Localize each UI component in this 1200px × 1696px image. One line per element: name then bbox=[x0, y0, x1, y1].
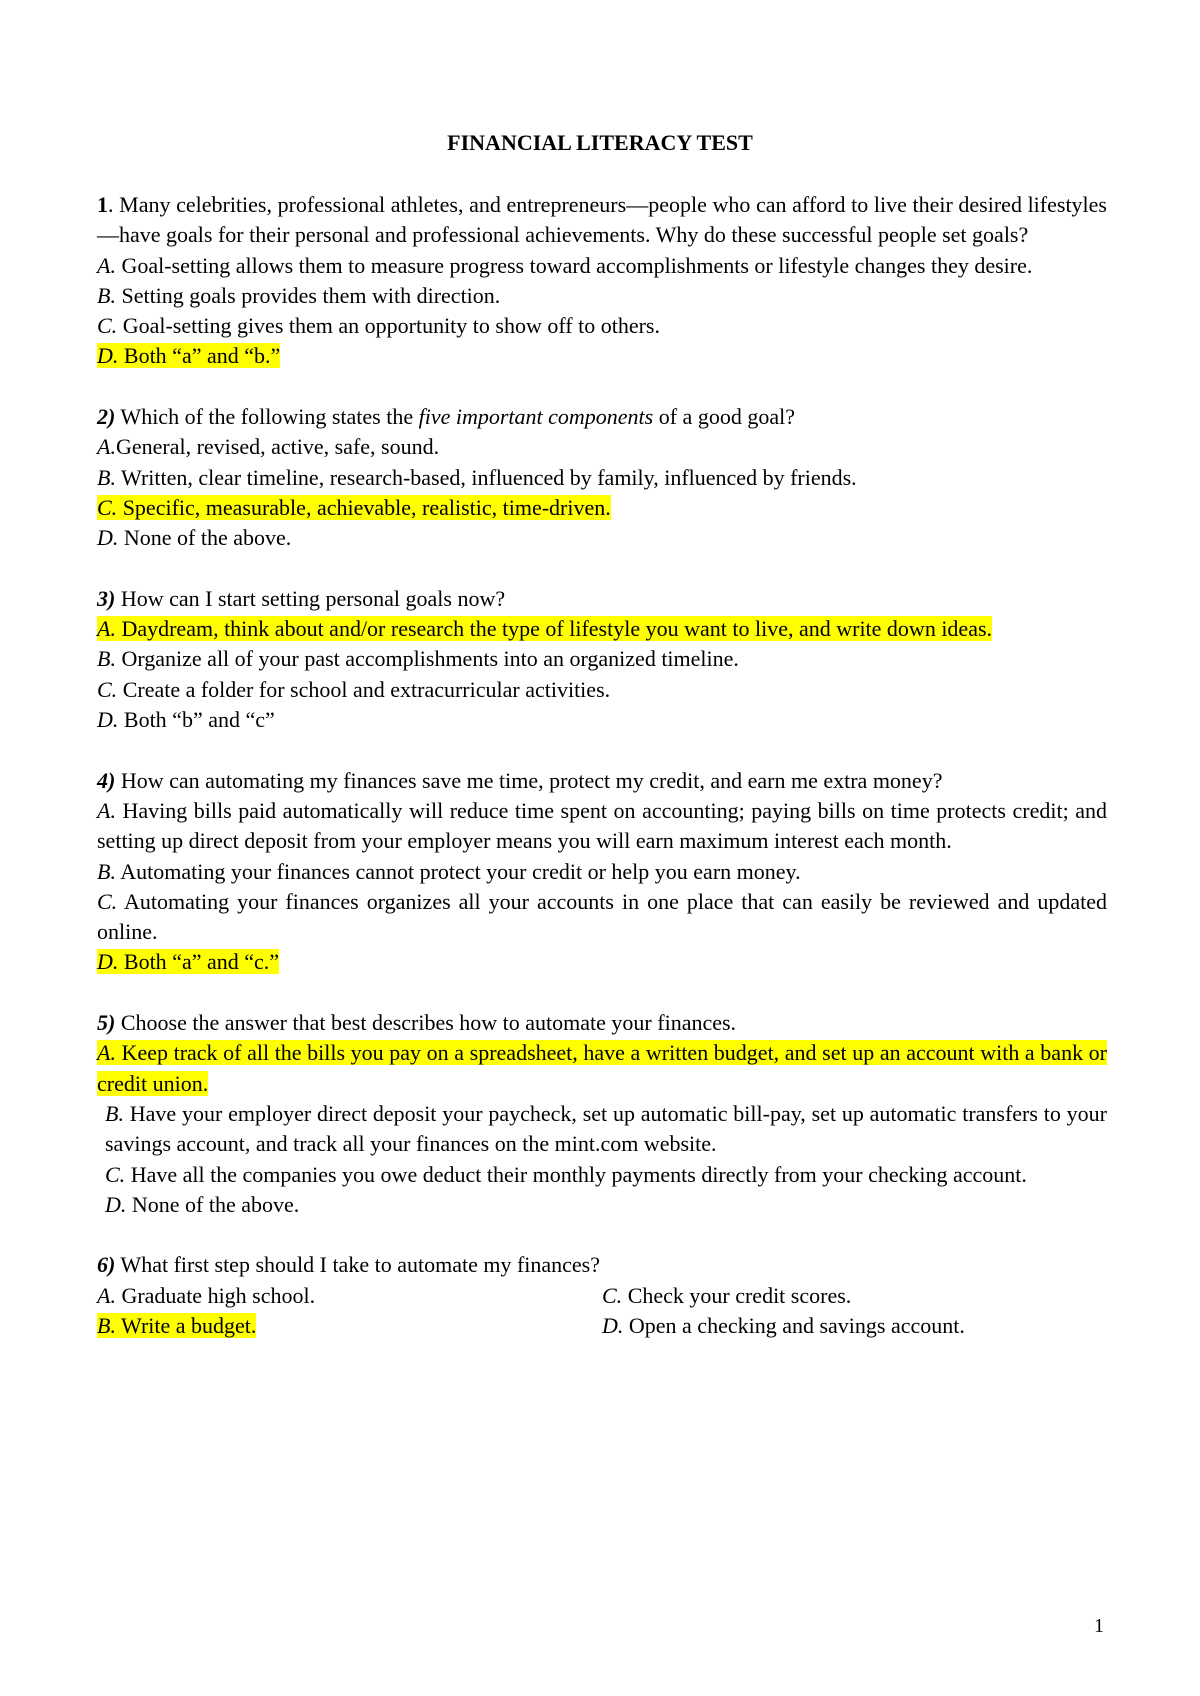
option-text: Create a folder for school and extracurricular activities. bbox=[117, 676, 611, 702]
option-text: None of the above. bbox=[126, 1191, 300, 1217]
question-list bbox=[97, 190, 1107, 1372]
option-text: Automating your finances organizes all your accounts in one place that can easily be reviewed and updated online. bbox=[97, 888, 1107, 945]
question-5-option-b bbox=[97, 1099, 1107, 1160]
question-4 bbox=[97, 766, 1107, 978]
option-text: Goal-setting gives them an opportunity to show off to others. bbox=[117, 313, 660, 339]
option-text: Write a budget. bbox=[115, 1312, 257, 1338]
question-3-text: How can I start setting personal goals now? bbox=[115, 585, 506, 611]
option-letter: D. bbox=[97, 525, 119, 551]
option-letter: B. bbox=[105, 1100, 124, 1126]
question-6-stem bbox=[97, 1250, 1107, 1280]
option-letter: B. bbox=[97, 1312, 116, 1338]
option-text: General, revised, active, safe, sound. bbox=[115, 434, 440, 460]
option-letter: A. bbox=[97, 1282, 116, 1308]
question-3-option-b bbox=[97, 644, 1107, 674]
question-3-option-d bbox=[97, 705, 1107, 735]
question-4-number: 4) bbox=[97, 767, 116, 793]
option-letter: D. bbox=[105, 1191, 127, 1217]
question-2-option-a bbox=[97, 432, 1107, 462]
question-5-text: Choose the answer that best describes how to automate your finances. bbox=[115, 1010, 737, 1036]
option-letter: D. bbox=[97, 343, 119, 369]
question-1-text: . Many celebrities, professional athletes, and entrepreneurs—people who can afford to live their desired lifestyles—have goals for their personal and professional achievements. Why do these successful people set goals? bbox=[97, 192, 1107, 248]
question-6-option-a bbox=[97, 1281, 602, 1311]
highlighted-answer bbox=[97, 1313, 256, 1338]
option-text: None of the above. bbox=[118, 525, 292, 551]
option-text: Daydream, think about and/or research the type of lifestyle you want to live, and write down ideas. bbox=[115, 616, 993, 642]
question-1-option-d bbox=[97, 341, 1107, 371]
question-6-options-row-2 bbox=[97, 1311, 1107, 1341]
question-2 bbox=[97, 402, 1107, 553]
option-text: Have all the companies you owe deduct their monthly payments directly from your checking account. bbox=[125, 1161, 1027, 1187]
highlighted-answer bbox=[97, 1040, 1107, 1095]
option-letter: A. bbox=[97, 616, 116, 642]
option-text: Graduate high school. bbox=[115, 1282, 316, 1308]
option-letter: B. bbox=[97, 282, 116, 308]
question-2-text-before: Which of the following states the bbox=[115, 404, 419, 430]
question-4-stem bbox=[97, 766, 1107, 796]
option-letter: A. bbox=[97, 434, 116, 460]
question-1-stem bbox=[97, 190, 1107, 251]
option-letter: D. bbox=[602, 1312, 624, 1338]
question-2-stem bbox=[97, 402, 1107, 432]
option-letter: C. bbox=[97, 494, 118, 520]
question-5 bbox=[97, 1008, 1107, 1220]
option-text: Goal-setting allows them to measure progress toward accomplishments or lifestyle changes they desire. bbox=[115, 252, 1033, 278]
question-4-option-d bbox=[97, 947, 1107, 977]
question-4-option-b bbox=[97, 857, 1107, 887]
question-1 bbox=[97, 190, 1107, 372]
question-5-option-c bbox=[97, 1160, 1107, 1190]
page-number: 1 bbox=[1094, 1615, 1104, 1637]
question-6-options-row-1 bbox=[97, 1281, 1107, 1311]
question-3-stem bbox=[97, 584, 1107, 614]
option-letter: C. bbox=[97, 888, 118, 914]
question-6-option-b bbox=[97, 1311, 602, 1341]
option-text: Both “a” and “c.” bbox=[118, 949, 280, 975]
highlighted-answer bbox=[97, 949, 279, 974]
question-1-number: 1 bbox=[97, 192, 108, 217]
option-letter: C. bbox=[97, 313, 118, 339]
question-5-option-a bbox=[97, 1038, 1107, 1099]
option-text: Have your employer direct deposit your paycheck, set up automatic bill-pay, set up automatic transfers to your savings account, and track all your finances on the mint.com website. bbox=[105, 1100, 1107, 1157]
question-2-option-c bbox=[97, 493, 1107, 523]
question-3-number: 3) bbox=[97, 585, 116, 611]
option-letter: A. bbox=[97, 1040, 116, 1066]
question-5-option-d bbox=[97, 1190, 1107, 1220]
option-letter: A. bbox=[97, 252, 116, 278]
option-text: Check your credit scores. bbox=[622, 1282, 852, 1308]
question-6 bbox=[97, 1250, 1107, 1341]
option-text: Keep track of all the bills you pay on a spreadsheet, have a written budget, and set up an account with a bank or credit union. bbox=[97, 1040, 1107, 1096]
highlighted-answer bbox=[97, 343, 280, 368]
option-letter: C. bbox=[602, 1282, 623, 1308]
option-text: Both “b” and “c” bbox=[118, 707, 275, 733]
option-text: Organize all of your past accomplishments into an organized timeline. bbox=[115, 646, 739, 672]
question-3-option-a bbox=[97, 614, 1107, 644]
option-text: Both “a” and “b.” bbox=[118, 343, 281, 369]
question-4-option-a bbox=[97, 796, 1107, 857]
question-6-option-c bbox=[602, 1281, 1107, 1311]
question-5-number: 5) bbox=[97, 1010, 116, 1036]
question-6-option-d bbox=[602, 1311, 1107, 1341]
question-2-emphasis: five important components bbox=[418, 404, 654, 430]
option-letter: A. bbox=[97, 797, 116, 823]
question-6-number: 6) bbox=[97, 1252, 116, 1278]
page-title: FINANCIAL LITERACY TEST bbox=[447, 130, 753, 155]
question-1-option-b bbox=[97, 281, 1107, 311]
question-3 bbox=[97, 584, 1107, 735]
option-letter: B. bbox=[97, 858, 116, 884]
option-text: Setting goals provides them with direction. bbox=[115, 282, 501, 308]
option-text: Open a checking and savings account. bbox=[623, 1312, 965, 1338]
option-letter: B. bbox=[97, 464, 116, 490]
question-2-option-d bbox=[97, 523, 1107, 553]
option-letter: C. bbox=[97, 676, 118, 702]
option-text: Having bills paid automatically will reduce time spent on accounting; paying bills on time protects credit; and setting up direct deposit from your employer means you will earn maximum interest each month. bbox=[97, 797, 1107, 854]
option-letter: B. bbox=[97, 646, 116, 672]
highlighted-answer bbox=[97, 495, 611, 520]
question-2-number: 2) bbox=[97, 404, 116, 430]
option-letter: C. bbox=[105, 1161, 126, 1187]
question-1-option-c bbox=[97, 311, 1107, 341]
question-4-option-c bbox=[97, 887, 1107, 948]
question-1-option-a bbox=[97, 251, 1107, 281]
question-6-text: What first step should I take to automate my finances? bbox=[115, 1252, 601, 1278]
question-4-text: How can automating my finances save me time, protect my credit, and earn me extra money? bbox=[115, 767, 943, 793]
option-text: Specific, measurable, achievable, realistic, time-driven. bbox=[117, 494, 611, 520]
highlighted-answer bbox=[97, 616, 992, 641]
question-2-text-after: of a good goal? bbox=[653, 404, 795, 430]
option-letter: D. bbox=[97, 949, 119, 975]
option-letter: D. bbox=[97, 707, 119, 733]
question-2-option-b bbox=[97, 463, 1107, 493]
question-5-stem bbox=[97, 1008, 1107, 1038]
option-text: Written, clear timeline, research-based, influenced by family, influenced by friends. bbox=[115, 464, 857, 490]
question-3-option-c bbox=[97, 675, 1107, 705]
option-text: Automating your finances cannot protect your credit or help you earn money. bbox=[115, 858, 801, 884]
